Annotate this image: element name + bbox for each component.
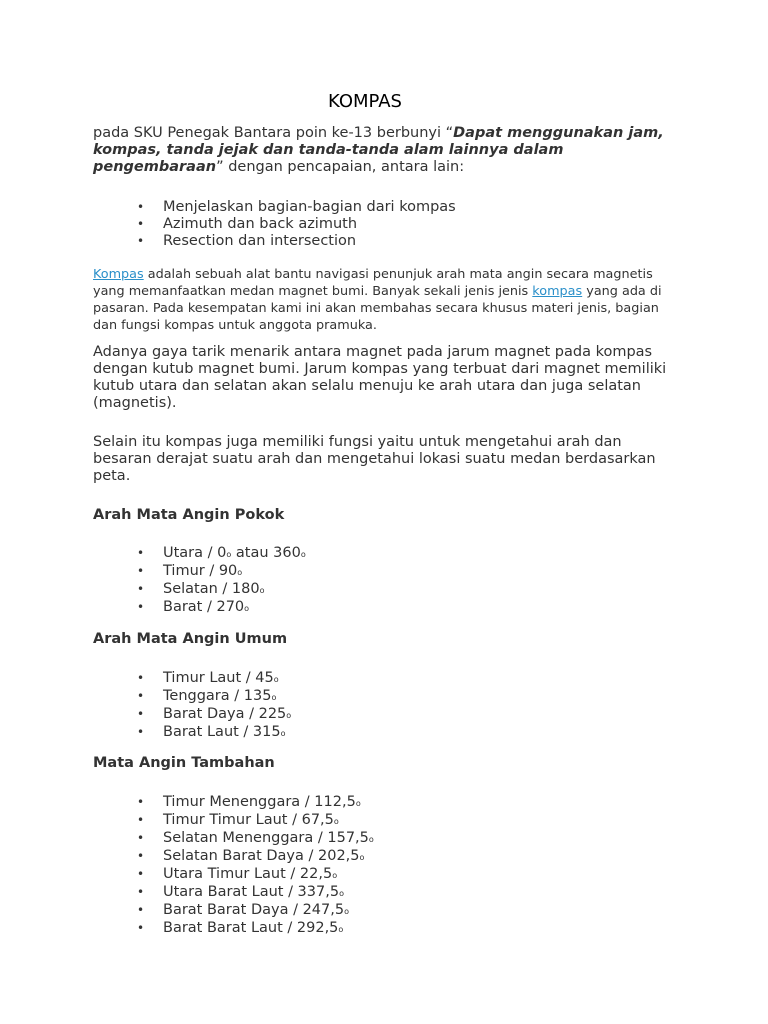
kompas-link[interactable]: Kompas: [93, 267, 144, 282]
item-text: Utara Timur Laut / 22,5: [163, 866, 333, 882]
list-umum: [93, 670, 683, 742]
degree-mark: o: [333, 817, 339, 826]
section-heading-tambahan: Mata Angin Tambahan: [93, 755, 275, 771]
item-text: Barat Barat Laut / 292,5: [163, 920, 339, 936]
item-text: Barat Daya / 225: [163, 706, 287, 722]
item-text: Barat Laut / 315: [163, 724, 281, 740]
item-text: Timur / 90: [163, 563, 238, 579]
section-heading-umum: Arah Mata Angin Umum: [93, 631, 288, 647]
degree-mark: o: [271, 693, 277, 702]
list-item: [93, 884, 683, 902]
intro-paragraph: [93, 125, 683, 176]
degree-mark: o: [359, 853, 365, 862]
list-item: [93, 902, 683, 920]
degree-mark: o: [344, 907, 349, 916]
intro-emphasis: Dapat menggunakan jam, kompas, tanda jejak dan tanda-tanda alam lainnya dalam pengembaraan: [93, 125, 664, 175]
item-text-mid: atau 360: [231, 545, 301, 561]
list-tambahan: [93, 794, 683, 938]
degree-mark: o: [338, 925, 344, 934]
item-text: Timur Timur Laut / 67,5: [163, 812, 334, 828]
list-item: • Resection dan intersection: [93, 233, 683, 250]
degree-mark: o: [237, 568, 243, 577]
list-item: [93, 545, 683, 563]
item-text: Selatan Barat Daya / 202,5: [163, 848, 360, 864]
item-text: Utara / 0: [163, 545, 227, 561]
degree-mark: o: [339, 889, 344, 898]
list-item: [93, 812, 683, 830]
intro-post: ” dengan pencapaian, antara lain:: [216, 159, 465, 175]
list-item: [93, 794, 683, 812]
kompas-definition-paragraph: [93, 266, 683, 334]
kompas-link-2[interactable]: kompas: [532, 284, 583, 299]
list-item: [93, 688, 683, 706]
item-text: Selatan Menenggara / 157,5: [163, 830, 369, 846]
list-item: [93, 848, 683, 866]
degree-mark: o: [244, 604, 250, 613]
item-text: Timur Laut / 45: [163, 670, 274, 686]
list-item: [93, 670, 683, 688]
item-text: Tenggara / 135: [163, 688, 272, 704]
list-item: • Menjelaskan bagian-bagian dari kompas: [93, 199, 683, 216]
list-item: [93, 706, 683, 724]
list-item: [93, 563, 683, 581]
list-item: [93, 724, 683, 742]
list-item: [93, 920, 683, 938]
degree-mark: o: [226, 550, 232, 559]
item-text: Timur Menenggara / 112,5: [163, 794, 356, 810]
degree-mark: o: [273, 675, 279, 684]
degree-mark: o: [286, 711, 292, 720]
page-title: KOMPAS: [328, 91, 402, 112]
degree-mark: o: [332, 871, 338, 880]
definition-text-2: yang ada di pasaran. Pada kesempatan kami ini akan membahas secara khusus materi jenis, bagian dan fungsi kompas untuk anggota pramuka.: [93, 284, 662, 333]
list-item: [93, 599, 683, 617]
list-item: [93, 866, 683, 884]
list-pokok: [93, 545, 683, 617]
magnet-paragraph: Adanya gaya tarik menarik antara magnet pada jarum magnet pada kompas dengan kutub magnet bumi. Jarum kompas yang terbuat dari magnet memiliki kutub utara dan selatan akan selalu menuju ke arah utara dan juga selatan (magnetis).: [93, 344, 667, 411]
section-heading-pokok: Arah Mata Angin Pokok: [93, 507, 285, 523]
objectives-list: [93, 199, 683, 250]
degree-mark: o: [355, 799, 361, 808]
list-item: [93, 830, 683, 848]
item-text: Barat Barat Daya / 247,5: [163, 902, 345, 918]
item-text: Barat / 270: [163, 599, 245, 615]
item-text: Utara Barat Laut / 337,5: [163, 884, 340, 900]
degree-mark: o: [300, 550, 306, 559]
item-text: Selatan / 180: [163, 581, 260, 597]
intro-pre: pada SKU Penegak Bantara poin ke-13 berbunyi “: [93, 125, 454, 141]
definition-text-1: adalah sebuah alat bantu navigasi penunjuk arah mata angin secara magnetis yang memanfaatkan medan magnet bumi. Banyak sekali jenis jenis: [93, 267, 653, 299]
list-item: [93, 581, 683, 599]
list-item: • Azimuth dan back azimuth: [93, 216, 683, 233]
degree-mark: o: [280, 729, 286, 738]
degree-mark: o: [368, 835, 374, 844]
function-paragraph: Selain itu kompas juga memiliki fungsi yaitu untuk mengetahui arah dan besaran derajat suatu arah dan mengetahui lokasi suatu medan berdasarkan peta.: [93, 434, 656, 484]
degree-mark: o: [259, 586, 265, 595]
